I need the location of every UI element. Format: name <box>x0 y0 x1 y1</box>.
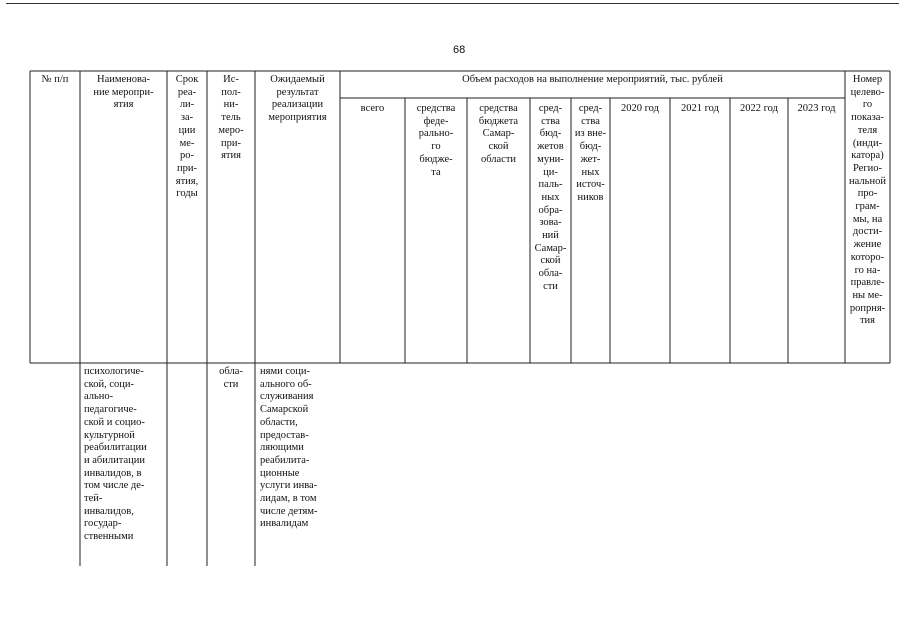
header-event-name: Наименова- ние меропри- ятия <box>93 74 154 111</box>
body-expected-result-text: нями соци- ального об- служивания Самарской области, предостав- ляющими реабилита- ционные услуги инва- лидам, в том числе детям- инвалидам <box>260 366 318 530</box>
subheader-year-2020: 2020 год <box>621 103 659 114</box>
header-term: Срок реа- ли- за- ции ме- ро- при- ятия, годы <box>175 74 199 200</box>
header-number: № п/п <box>41 74 69 85</box>
header-executor: Ис- пол- ни- тель меро- при- ятия <box>218 74 244 162</box>
subheader-total: всего <box>360 103 385 114</box>
subheader-regional-budget: средства бюджета Самар- ской области <box>478 103 519 165</box>
subheader-year-2021: 2021 год <box>681 103 719 114</box>
header-indicator-number: Номер целево- го показа- теля (инди- катора) Регио- нальной про- грам- мы, на дости- жение которо- го на- правле- ны ме- ропрня- тия <box>849 74 886 327</box>
subheader-year-2022: 2022 год <box>740 103 778 114</box>
subheader-municipal-budget: сред- ства бюд- жетов муни- ци- паль- ных обра- зова- ний Самар- ской обла- сти <box>534 103 567 292</box>
subheader-federal-budget: средства феде- рально- го бюдже- та <box>416 103 456 178</box>
subheader-offbudget: сред- ства из вне- бюд- жет- ных источ- ников <box>574 103 607 203</box>
body-executor-text: обла- сти <box>219 366 243 390</box>
header-expenses-group: Объем расходов на выполнение мероприятий, тыс. рублей <box>462 74 723 85</box>
body-event-name-text: психологиче- ской, соци- ально- педагогиче- ской и социо- культурной реабилитации и абилитации инвалидов, в том числе де- тей- инвалидов, государ- ственными <box>84 366 147 543</box>
subheader-year-2023: 2023 год <box>797 103 836 114</box>
page-number: 68 <box>453 44 466 56</box>
header-expected-result: Ожидаемый результат реализации мероприятия <box>268 74 327 124</box>
